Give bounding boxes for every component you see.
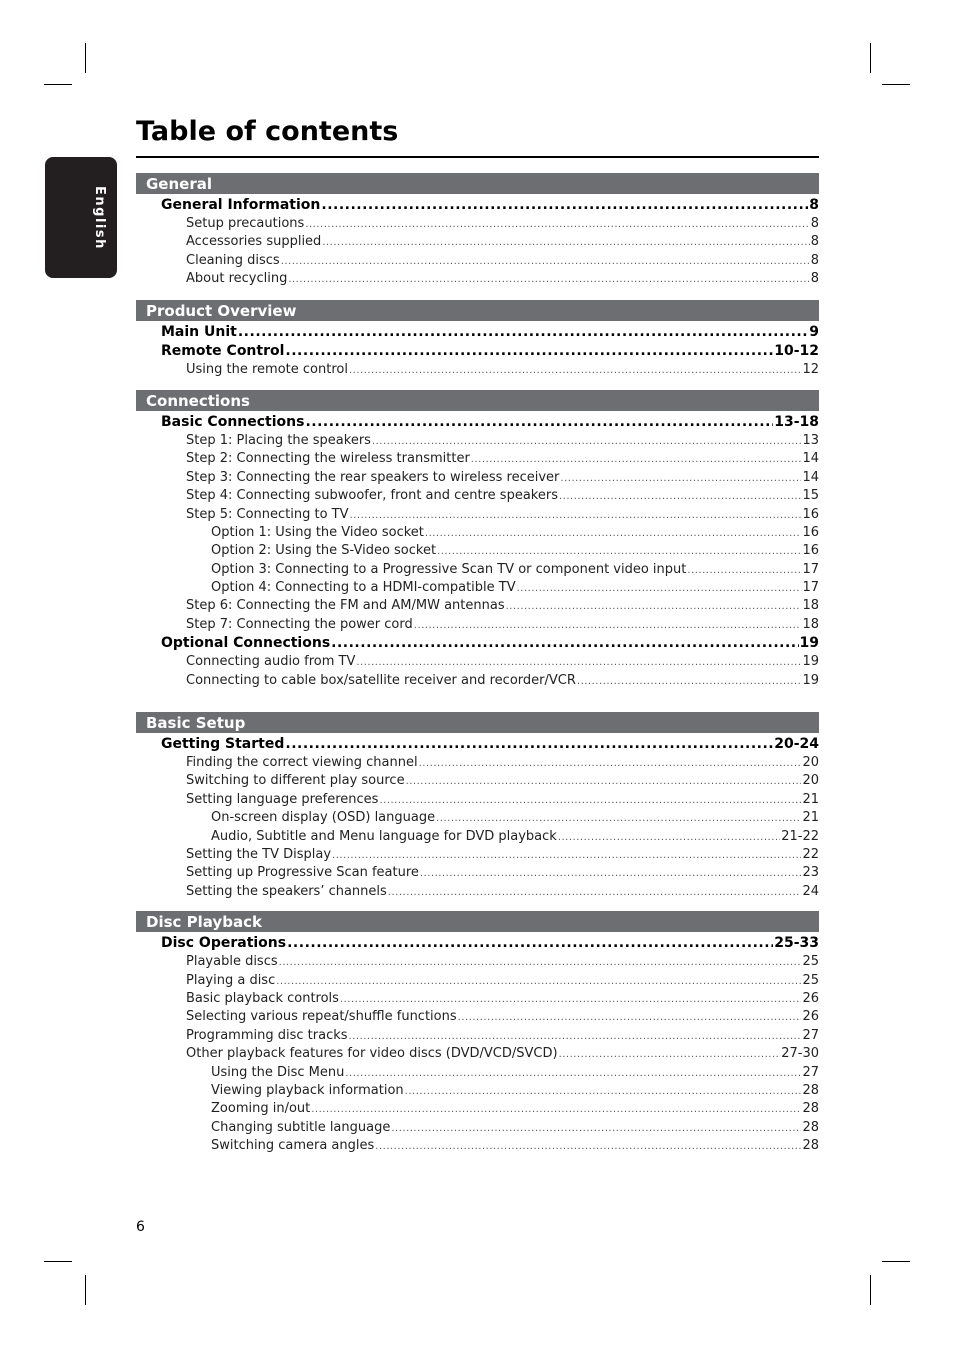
toc-entry[interactable] xyxy=(136,450,819,468)
section-heading: Connections xyxy=(136,390,819,411)
entry-page: 16 xyxy=(802,506,819,522)
entry-title: Zooming in/out xyxy=(211,1101,311,1117)
entry-title: Main Unit xyxy=(161,323,237,340)
dot-leader xyxy=(322,234,809,252)
title-rule xyxy=(136,156,819,158)
toc-entry[interactable] xyxy=(136,846,819,864)
entry-page: 13-18 xyxy=(774,413,819,430)
entry-title: Changing subtitle language xyxy=(211,1119,391,1135)
dot-leader xyxy=(388,884,802,902)
entry-title: Setting the TV Display xyxy=(186,846,332,862)
entry-title: Step 3: Connecting the rear speakers to wireless receiver xyxy=(186,469,560,485)
entry-title: Accessories supplied xyxy=(186,234,322,250)
entry-page: 9 xyxy=(809,323,819,340)
dot-leader xyxy=(349,1028,802,1046)
entry-page: 28 xyxy=(802,1138,819,1154)
entry-title: Programming disc tracks xyxy=(186,1027,348,1043)
entry-page: 18 xyxy=(802,616,819,632)
dot-leader xyxy=(406,773,802,791)
toc-entry[interactable] xyxy=(136,634,819,653)
toc-entry[interactable] xyxy=(136,506,819,524)
entry-title: Step 4: Connecting subwoofer, front and centre speakers xyxy=(186,488,558,504)
toc-entry[interactable] xyxy=(136,791,819,809)
dot-leader xyxy=(372,433,802,451)
entry-page: 27 xyxy=(802,1064,819,1080)
toc-entry[interactable] xyxy=(136,1119,819,1137)
dot-leader xyxy=(288,271,809,289)
entry-page: 26 xyxy=(802,990,819,1006)
entry-page: 25 xyxy=(802,972,819,988)
crop-mark xyxy=(85,1275,86,1305)
entry-page: 8 xyxy=(810,252,819,268)
entry-title: Optional Connections xyxy=(161,635,331,652)
entry-title: On-screen display (OSD) language xyxy=(211,810,436,826)
toc-entry[interactable] xyxy=(136,883,819,901)
toc-entry[interactable] xyxy=(136,735,819,754)
section-gap xyxy=(136,690,819,712)
entry-title: Getting Started xyxy=(161,736,285,753)
toc-entry[interactable] xyxy=(136,196,819,215)
entry-title: Option 1: Using the Video socket xyxy=(211,524,424,540)
toc-entry[interactable] xyxy=(136,864,819,882)
dot-leader xyxy=(420,865,802,883)
dot-leader xyxy=(560,470,801,488)
dot-leader xyxy=(558,829,780,847)
dot-leader xyxy=(687,562,801,580)
toc-entry[interactable] xyxy=(136,990,819,1008)
dot-leader xyxy=(238,323,808,342)
entry-page: 15 xyxy=(802,488,819,504)
toc-entry[interactable] xyxy=(136,772,819,790)
dot-leader xyxy=(458,1009,802,1027)
toc-entry[interactable] xyxy=(136,215,819,233)
toc-section xyxy=(136,300,819,379)
entry-page: 18 xyxy=(802,598,819,614)
dot-leader xyxy=(425,525,802,543)
toc-entry[interactable] xyxy=(136,252,819,270)
page-title: Table of contents xyxy=(136,116,399,147)
entry-page: 8 xyxy=(810,271,819,287)
entry-page: 21 xyxy=(802,791,819,807)
toc-entry[interactable] xyxy=(136,1027,819,1045)
toc-entry[interactable] xyxy=(136,953,819,971)
toc-entry[interactable] xyxy=(136,972,819,990)
entry-page: 13 xyxy=(802,432,819,448)
dot-leader xyxy=(305,413,773,432)
crop-mark xyxy=(882,1261,910,1262)
entry-title: Option 4: Connecting to a HDMI-compatible TV xyxy=(211,580,516,596)
entry-title: Step 7: Connecting the power cord xyxy=(186,616,413,632)
entry-page: 16 xyxy=(802,524,819,540)
dot-leader xyxy=(414,617,802,635)
toc-entry[interactable] xyxy=(136,1045,819,1063)
entry-page: 25 xyxy=(802,954,819,970)
entry-page: 8 xyxy=(810,216,819,231)
dot-leader xyxy=(332,847,801,865)
toc-entry[interactable] xyxy=(136,1100,819,1118)
entry-title: Finding the correct viewing channel xyxy=(186,755,418,771)
toc-entry[interactable] xyxy=(136,672,819,690)
crop-mark xyxy=(882,84,910,85)
entry-title: Switching camera angles xyxy=(211,1138,375,1154)
entry-title: Audio, Subtitle and Menu language for DVD playback xyxy=(211,828,557,844)
toc-entry[interactable] xyxy=(136,616,819,634)
toc-entry[interactable] xyxy=(136,561,819,579)
dot-leader xyxy=(321,196,808,215)
dot-leader xyxy=(279,954,802,972)
entry-page: 20-24 xyxy=(774,736,819,753)
section-heading: Disc Playback xyxy=(136,911,819,932)
dot-leader xyxy=(379,792,801,810)
table-of-contents xyxy=(136,173,819,1155)
entry-page: 17 xyxy=(802,561,819,577)
crop-mark xyxy=(44,84,72,85)
entry-title: Switching to different play source xyxy=(186,773,405,789)
toc-section xyxy=(136,173,819,289)
section-gap xyxy=(136,289,819,300)
entry-page: 20 xyxy=(802,755,819,771)
entry-title: Setting the speakers’ channels xyxy=(186,883,387,899)
entry-title: Playing a disc xyxy=(186,972,276,988)
dot-leader xyxy=(311,1101,801,1119)
crop-mark xyxy=(870,43,871,73)
entry-title: Playable discs xyxy=(186,954,278,970)
entry-title: Step 6: Connecting the FM and AM/MW antennas xyxy=(186,598,505,614)
entry-page: 28 xyxy=(802,1119,819,1135)
entry-title: Setting up Progressive Scan feature xyxy=(186,865,419,881)
section-heading: Product Overview xyxy=(136,300,819,321)
entry-page: 25-33 xyxy=(774,935,819,952)
toc-entry[interactable] xyxy=(136,487,819,505)
section-heading: Basic Setup xyxy=(136,712,819,733)
toc-entry[interactable] xyxy=(136,828,819,846)
toc-entry[interactable] xyxy=(136,524,819,542)
toc-entry[interactable] xyxy=(136,809,819,827)
entry-page: 28 xyxy=(802,1082,819,1098)
entry-page: 20 xyxy=(802,773,819,789)
entry-page: 16 xyxy=(802,543,819,559)
toc-entry[interactable] xyxy=(136,361,819,379)
entry-title: General Information xyxy=(161,197,321,213)
entry-title: Disc Operations xyxy=(161,935,287,952)
dot-leader xyxy=(419,755,802,773)
entry-title: Selecting various repeat/shuffle functions xyxy=(186,1009,457,1025)
entry-page: 8 xyxy=(809,197,819,213)
entry-title: Option 2: Using the S-Video socket xyxy=(211,543,437,559)
entry-title: About recycling xyxy=(186,271,288,287)
dot-leader xyxy=(356,654,801,672)
entry-title: Cleaning discs xyxy=(186,252,280,268)
entry-page: 27 xyxy=(802,1027,819,1043)
entry-title: Basic Connections xyxy=(161,413,305,430)
dot-leader xyxy=(405,1083,802,1101)
dot-leader xyxy=(349,362,801,380)
toc-section xyxy=(136,390,819,690)
dot-leader xyxy=(517,580,802,598)
entry-title: Option 3: Connecting to a Progressive Scan TV or component video input xyxy=(211,561,687,577)
entry-title: Using the Disc Menu xyxy=(211,1064,345,1080)
entry-page: 19 xyxy=(802,654,819,670)
dot-leader xyxy=(340,991,802,1009)
section-gap xyxy=(136,901,819,911)
dot-leader xyxy=(287,934,773,953)
dot-leader xyxy=(559,488,801,506)
toc-entry[interactable] xyxy=(136,653,819,671)
entry-page: 10-12 xyxy=(774,342,819,359)
section-heading: General xyxy=(136,173,819,194)
entry-page: 14 xyxy=(802,451,819,467)
dot-leader xyxy=(577,673,802,691)
crop-mark xyxy=(44,1261,72,1262)
entry-page: 24 xyxy=(802,883,819,899)
entry-title: Step 5: Connecting to TV xyxy=(186,506,349,522)
toc-entry[interactable] xyxy=(136,1064,819,1082)
entry-title: Step 2: Connecting the wireless transmitter xyxy=(186,451,470,467)
toc-entry[interactable] xyxy=(136,542,819,560)
entry-page: 8 xyxy=(810,234,819,250)
dot-leader xyxy=(437,543,801,561)
toc-entry[interactable] xyxy=(136,1082,819,1100)
entry-title: Remote Control xyxy=(161,342,285,359)
entry-title: Basic playback controls xyxy=(186,990,339,1006)
entry-page: 17 xyxy=(802,580,819,596)
entry-title: Connecting audio from TV xyxy=(186,654,356,670)
entry-page: 19 xyxy=(802,672,819,688)
entry-title: Setting language preferences xyxy=(186,791,379,807)
toc-entry[interactable] xyxy=(136,432,819,450)
toc-entry[interactable] xyxy=(136,1137,819,1155)
toc-section xyxy=(136,911,819,1155)
toc-entry[interactable] xyxy=(136,579,819,597)
toc-entry[interactable] xyxy=(136,1008,819,1026)
toc-entry[interactable] xyxy=(136,413,819,432)
dot-leader xyxy=(506,598,802,616)
entry-title: Setup precautions xyxy=(186,216,305,231)
entry-title: Using the remote control xyxy=(186,361,348,377)
entry-page: 21 xyxy=(802,810,819,826)
crop-mark xyxy=(870,1275,871,1305)
dot-leader xyxy=(331,634,798,653)
dot-leader xyxy=(285,342,773,361)
dot-leader xyxy=(436,810,801,828)
entry-title: Connecting to cable box/satellite receiver and recorder/VCR xyxy=(186,672,576,688)
page-number: 6 xyxy=(136,1219,145,1235)
toc-section xyxy=(136,712,819,901)
dot-leader xyxy=(305,216,809,234)
section-gap xyxy=(136,379,819,390)
entry-page: 28 xyxy=(802,1101,819,1117)
entry-page: 14 xyxy=(802,469,819,485)
toc-entry[interactable] xyxy=(136,323,819,342)
dot-leader xyxy=(281,253,810,271)
dot-leader xyxy=(471,451,802,469)
entry-page: 12 xyxy=(802,361,819,377)
entry-title: Viewing playback information xyxy=(211,1082,404,1098)
dot-leader xyxy=(345,1065,801,1083)
dot-leader xyxy=(276,973,801,991)
toc-entry[interactable] xyxy=(136,469,819,487)
toc-entry[interactable] xyxy=(136,270,819,288)
entry-page: 19 xyxy=(799,635,819,652)
dot-leader xyxy=(391,1120,801,1138)
language-tab-label: English xyxy=(92,186,107,250)
toc-entry[interactable] xyxy=(136,233,819,251)
toc-entry[interactable] xyxy=(136,754,819,772)
dot-leader xyxy=(350,507,802,525)
dot-leader xyxy=(285,735,773,754)
entry-title: Other playback features for video discs (DVD/VCD/SVCD) xyxy=(186,1046,558,1062)
entry-page: 23 xyxy=(802,865,819,881)
toc-entry[interactable] xyxy=(136,342,819,361)
toc-entry[interactable] xyxy=(136,934,819,953)
entry-page: 22 xyxy=(802,846,819,862)
toc-entry[interactable] xyxy=(136,597,819,615)
dot-leader xyxy=(559,1046,781,1064)
entry-page: 21-22 xyxy=(781,828,819,844)
crop-mark xyxy=(85,43,86,73)
entry-page: 27-30 xyxy=(781,1046,819,1062)
entry-page: 26 xyxy=(802,1009,819,1025)
entry-title: Step 1: Placing the speakers xyxy=(186,432,371,448)
dot-leader xyxy=(375,1138,801,1156)
